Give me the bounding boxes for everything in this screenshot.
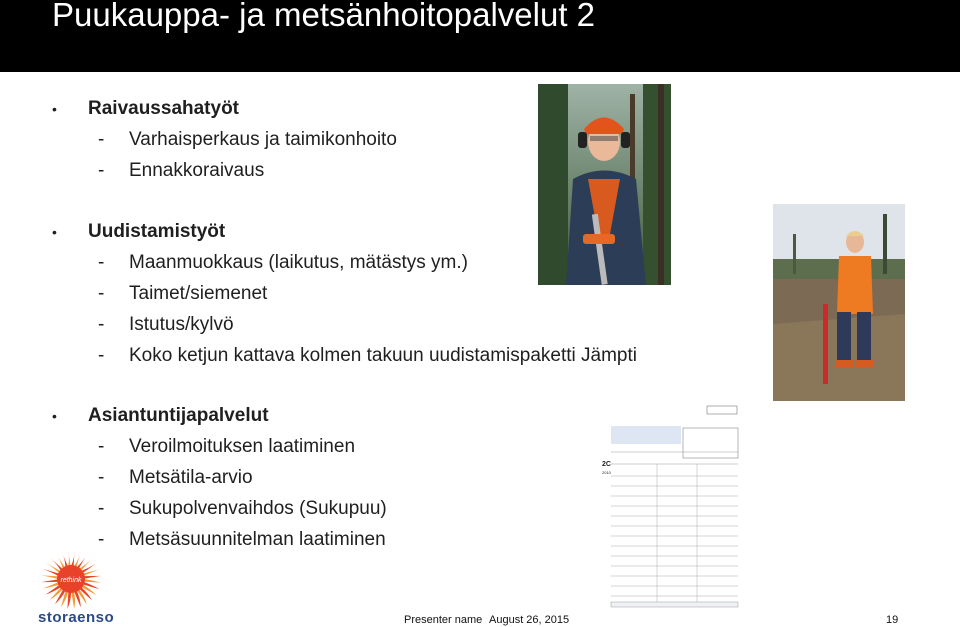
list-item: - Varhaisperkaus ja taimikonhoito (98, 129, 397, 150)
forest-worker-photo (538, 84, 671, 285)
bullet-icon: • (52, 101, 57, 117)
logo-wordmark: storaenso (38, 609, 115, 626)
list-item: - Metsätila-arvio (98, 467, 253, 488)
list-item: - Sukupolvenvaihdos (Sukupuu) (98, 498, 387, 519)
stora-enso-sun-logo (40, 548, 102, 610)
list-item: - Istutus/kylvö (98, 314, 234, 335)
list-item: - Ennakkoraivaus (98, 160, 265, 181)
section-heading: Uudistamistyöt (88, 221, 226, 242)
footer-presenter: Presenter name (404, 614, 483, 626)
slide-title: Puukauppa- ja metsänhoitopalvelut 2 (52, 0, 596, 33)
section-heading: Raivaussahatyöt (88, 98, 240, 119)
footer-date: August 26, 2015 (489, 614, 570, 626)
title-bar (0, 0, 960, 72)
form-code: 2C (602, 461, 611, 468)
list-item: - Metsäsuunnitelman laatiminen (98, 529, 386, 550)
form-year: 2010 (602, 470, 611, 475)
bullet-icon: • (52, 408, 57, 424)
list-item: - Maanmuokkaus (laikutus, mätästys ym.) (98, 252, 468, 273)
logo-tagline: rethink (60, 577, 82, 584)
bullet-icon: • (52, 224, 57, 240)
tax-form-image (597, 404, 743, 609)
list-item: - Veroilmoituksen laatiminen (98, 436, 356, 457)
list-item: - Koko ketjun kattava kolmen takuun uudistamispaketti Jämpti (98, 345, 637, 366)
section-heading: Asiantuntijapalvelut (88, 405, 269, 426)
list-item: - Taimet/siemenet (98, 283, 268, 304)
footer-page-number: 19 (886, 614, 899, 626)
tree-planter-photo (773, 204, 905, 401)
